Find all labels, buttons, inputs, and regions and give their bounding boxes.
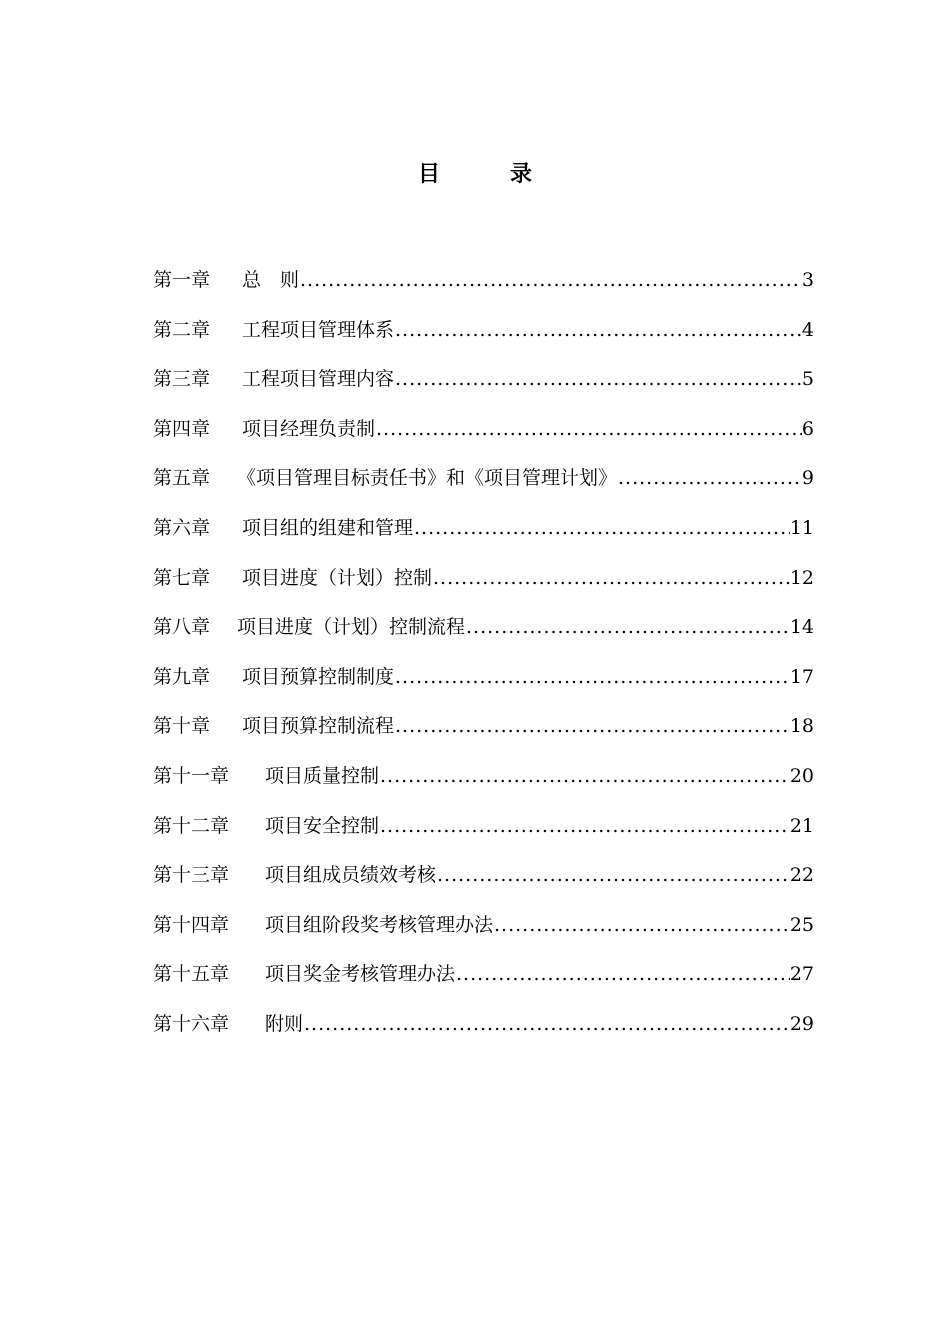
toc-chapter-number: 第九章: [153, 665, 211, 688]
table-of-contents: [153, 262, 814, 1056]
toc-dot-leader: [379, 808, 790, 845]
toc-entry[interactable]: [153, 262, 814, 312]
toc-entry[interactable]: [153, 361, 814, 411]
toc-chapter-title: 项目安全控制: [265, 814, 380, 837]
toc-dot-leader: [303, 1006, 790, 1043]
toc-chapter-number: 第十一章: [153, 764, 230, 787]
toc-entry[interactable]: [153, 1006, 814, 1056]
toc-chapter-number: 第五章: [153, 467, 211, 490]
toc-chapter-number: 第二章: [153, 318, 211, 341]
toc-chapter-title: 总 则: [242, 269, 300, 291]
toc-chapter-title: 项目质量控制: [265, 764, 380, 787]
toc-page-number: 9: [801, 467, 814, 490]
toc-dot-leader: [379, 758, 790, 795]
toc-page-number: 18: [789, 715, 814, 738]
toc-chapter-title: 项目预算控制制度: [242, 665, 395, 688]
toc-chapter-number: 第十三章: [153, 864, 230, 887]
toc-page-number: 4: [801, 318, 814, 341]
toc-entry[interactable]: [153, 808, 814, 858]
toc-chapter-title: 项目奖金考核管理办法: [265, 963, 456, 986]
toc-page-number: 6: [801, 417, 814, 440]
toc-entry[interactable]: [153, 956, 814, 1006]
toc-entry[interactable]: [153, 758, 814, 808]
toc-page-number: 22: [789, 864, 814, 887]
toc-chapter-number: 第七章: [153, 566, 211, 589]
toc-page-number: 20: [789, 764, 814, 787]
toc-chapter-title: 项目组阶段奖考核管理办法: [265, 913, 494, 936]
toc-chapter-number: 第三章: [153, 368, 211, 391]
toc-entry[interactable]: [153, 411, 814, 461]
toc-page-number: 25: [789, 913, 814, 936]
toc-page-number: 17: [789, 665, 814, 688]
toc-chapter-title: 项目进度（计划）控制流程: [237, 616, 466, 639]
toc-chapter-title: 项目组成员绩效考核: [265, 864, 437, 887]
toc-chapter-number: 第十四章: [153, 913, 230, 936]
toc-page-number: 12: [789, 566, 814, 589]
toc-chapter-number: 第一章: [153, 269, 211, 291]
toc-chapter-title: 项目经理负责制: [242, 417, 376, 440]
toc-chapter-number: 第四章: [153, 417, 211, 440]
toc-entry[interactable]: [153, 560, 814, 610]
toc-chapter-title: 项目预算控制流程: [242, 715, 395, 738]
toc-entry[interactable]: [153, 609, 814, 659]
toc-entry[interactable]: [153, 312, 814, 362]
toc-entry[interactable]: [153, 659, 814, 709]
toc-dot-leader: [455, 956, 790, 993]
toc-dot-leader: [394, 659, 790, 696]
toc-dot-leader: [394, 361, 802, 398]
toc-dot-leader: [617, 460, 802, 497]
toc-page-number: 21: [789, 814, 814, 837]
toc-chapter-title: 《项目管理目标责任书》和《项目管理计划》: [237, 467, 618, 490]
toc-chapter-title: 工程项目管理体系: [242, 318, 395, 341]
toc-chapter-number: 第六章: [153, 516, 211, 539]
toc-chapter-title: 项目进度（计划）控制: [242, 566, 433, 589]
toc-dot-leader: [432, 560, 790, 597]
toc-page-number: 3: [801, 269, 814, 291]
toc-entry[interactable]: [153, 460, 814, 510]
toc-chapter-number: 第十五章: [153, 963, 230, 986]
toc-chapter-title: 工程项目管理内容: [242, 368, 395, 391]
toc-page-number: 27: [789, 963, 814, 986]
toc-dot-leader: [493, 907, 790, 944]
toc-dot-leader: [413, 510, 790, 547]
toc-dot-leader: [465, 609, 790, 646]
toc-page-number: 5: [801, 368, 814, 391]
toc-chapter-title: 项目组的组建和管理: [242, 516, 414, 539]
toc-entry[interactable]: [153, 708, 814, 758]
toc-dot-leader: [394, 708, 790, 745]
toc-chapter-number: 第八章: [153, 616, 211, 639]
toc-page-number: 11: [789, 516, 814, 539]
toc-chapter-number: 第十六章: [153, 1012, 230, 1035]
toc-entry[interactable]: [153, 510, 814, 560]
toc-dot-leader: [436, 857, 790, 894]
toc-entry[interactable]: [153, 907, 814, 957]
toc-entry[interactable]: [153, 857, 814, 907]
toc-chapter-title: 附则: [265, 1012, 304, 1035]
toc-chapter-number: 第十二章: [153, 814, 230, 837]
toc-title: 目 录: [417, 162, 556, 187]
toc-dot-leader: [394, 312, 802, 349]
toc-page-number: 14: [789, 616, 814, 639]
toc-dot-leader: [375, 411, 802, 448]
toc-dot-leader: [299, 262, 802, 299]
toc-page-number: 29: [789, 1012, 814, 1035]
toc-chapter-number: 第十章: [153, 715, 211, 738]
